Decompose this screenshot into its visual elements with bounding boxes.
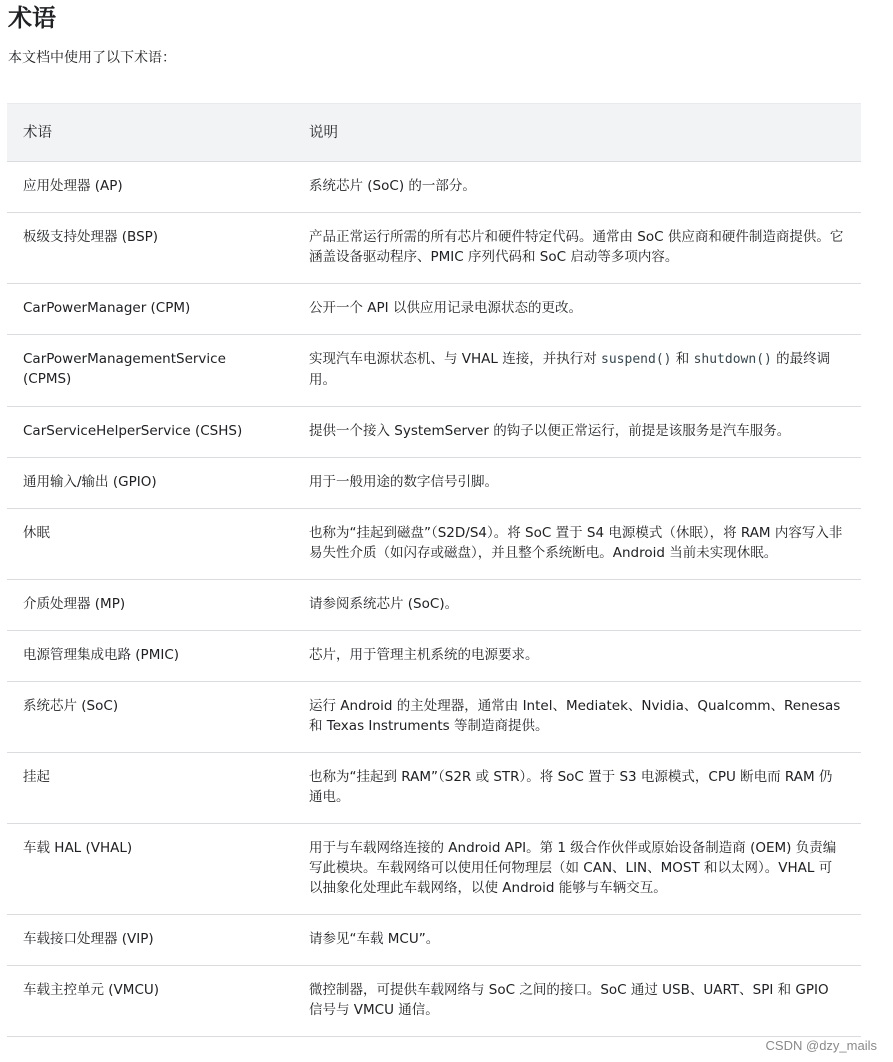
description-cell: 也称为“挂起到磁盘”（S2D/S4）。将 SoC 置于 S4 电源模式（休眠），将 RAM 内容写入非易失性介质（如闪存或磁盘），并且整个系统断电。Android 当前未实现休眠。 — [293, 509, 861, 580]
watermark: CSDN @dzy_mails — [765, 1038, 877, 1053]
term-cell: 板级支持处理器 (BSP) — [7, 213, 293, 284]
term-cell: CarPowerManagementService (CPMS) — [7, 335, 293, 407]
table-row — [7, 509, 861, 580]
table-row — [7, 631, 861, 682]
header-term: 术语 — [7, 104, 293, 162]
description-cell: 公开一个 API 以供应用记录电源状态的更改。 — [293, 284, 861, 335]
term-cell: 电源管理集成电路 (PMIC) — [7, 631, 293, 682]
description-cell — [293, 335, 861, 407]
description-cell: 微控制器，可提供车载网络与 SoC 之间的接口。SoC 通过 USB、UART、SPI 和 GPIO 信号与 VMCU 通信。 — [293, 966, 861, 1037]
description-cell: 提供一个接入 SystemServer 的钩子以便正常运行，前提是该服务是汽车服务。 — [293, 407, 861, 458]
description-cell: 也称为“挂起到 RAM”（S2R 或 STR）。将 SoC 置于 S3 电源模式，CPU 断电而 RAM 仍通电。 — [293, 753, 861, 824]
table-row — [7, 753, 861, 824]
description-cell: 请参见“车载 MCU”。 — [293, 915, 861, 966]
description-cell: 请参阅系统芯片 (SoC)。 — [293, 580, 861, 631]
table-row — [7, 915, 861, 966]
code-shutdown: shutdown() — [693, 352, 772, 367]
description-text: 和 — [671, 351, 694, 367]
table-row — [7, 458, 861, 509]
page — [0, 0, 893, 68]
intro-text: 本文档中使用了以下术语： — [8, 50, 176, 66]
description-cell: 用于一般用途的数字信号引脚。 — [293, 458, 861, 509]
table-row — [7, 682, 861, 753]
term-cell: CarPowerManager (CPM) — [7, 284, 293, 335]
description-text: 实现汽车电源状态机、与 VHAL 连接，并执行对 — [309, 351, 602, 367]
table-header-row — [7, 104, 861, 162]
table-row — [7, 824, 861, 915]
description-cell: 产品正常运行所需的所有芯片和硬件特定代码。通常由 SoC 供应商和硬件制造商提供。它涵盖设备驱动程序、PMIC 序列代码和 SoC 启动等多项内容。 — [293, 213, 861, 284]
term-cell: 应用处理器 (AP) — [7, 162, 293, 213]
description-cell: 用于与车载网络连接的 Android API。第 1 级合作伙伴或原始设备制造商 (OEM) 负责编写此模块。车载网络可以使用任何物理层（如 CAN、LIN、MOST 和以太网）。VHAL 可以抽象化处理此车载网络，以使 Android 能够与车辆交互。 — [293, 824, 861, 915]
description-cell: 运行 Android 的主处理器，通常由 Intel、Mediatek、Nvidia、Qualcomm、Renesas 和 Texas Instruments 等制造商提供。 — [293, 682, 861, 753]
table-row — [7, 335, 861, 407]
table-row — [7, 162, 861, 213]
page-title: 术语 — [8, 4, 56, 32]
header-description: 说明 — [293, 104, 861, 162]
term-cell: 通用输入/输出 (GPIO) — [7, 458, 293, 509]
term-cell: 介质处理器 (MP) — [7, 580, 293, 631]
terms-table — [7, 103, 861, 1037]
description-cell: 芯片，用于管理主机系统的电源要求。 — [293, 631, 861, 682]
term-cell: 挂起 — [7, 753, 293, 824]
code-suspend: suspend() — [601, 352, 672, 367]
table-row — [7, 966, 861, 1037]
table-row — [7, 407, 861, 458]
term-cell: 系统芯片 (SoC) — [7, 682, 293, 753]
description-cell: 系统芯片 (SoC) 的一部分。 — [293, 162, 861, 213]
term-cell: 车载主控单元 (VMCU) — [7, 966, 293, 1037]
table-row — [7, 284, 861, 335]
description-text: 的最终调用。 — [309, 351, 831, 388]
table-row — [7, 580, 861, 631]
term-cell: 车载接口处理器 (VIP) — [7, 915, 293, 966]
term-cell: CarServiceHelperService (CSHS) — [7, 407, 293, 458]
term-cell: 车载 HAL (VHAL) — [7, 824, 293, 915]
table-row — [7, 213, 861, 284]
term-cell: 休眠 — [7, 509, 293, 580]
